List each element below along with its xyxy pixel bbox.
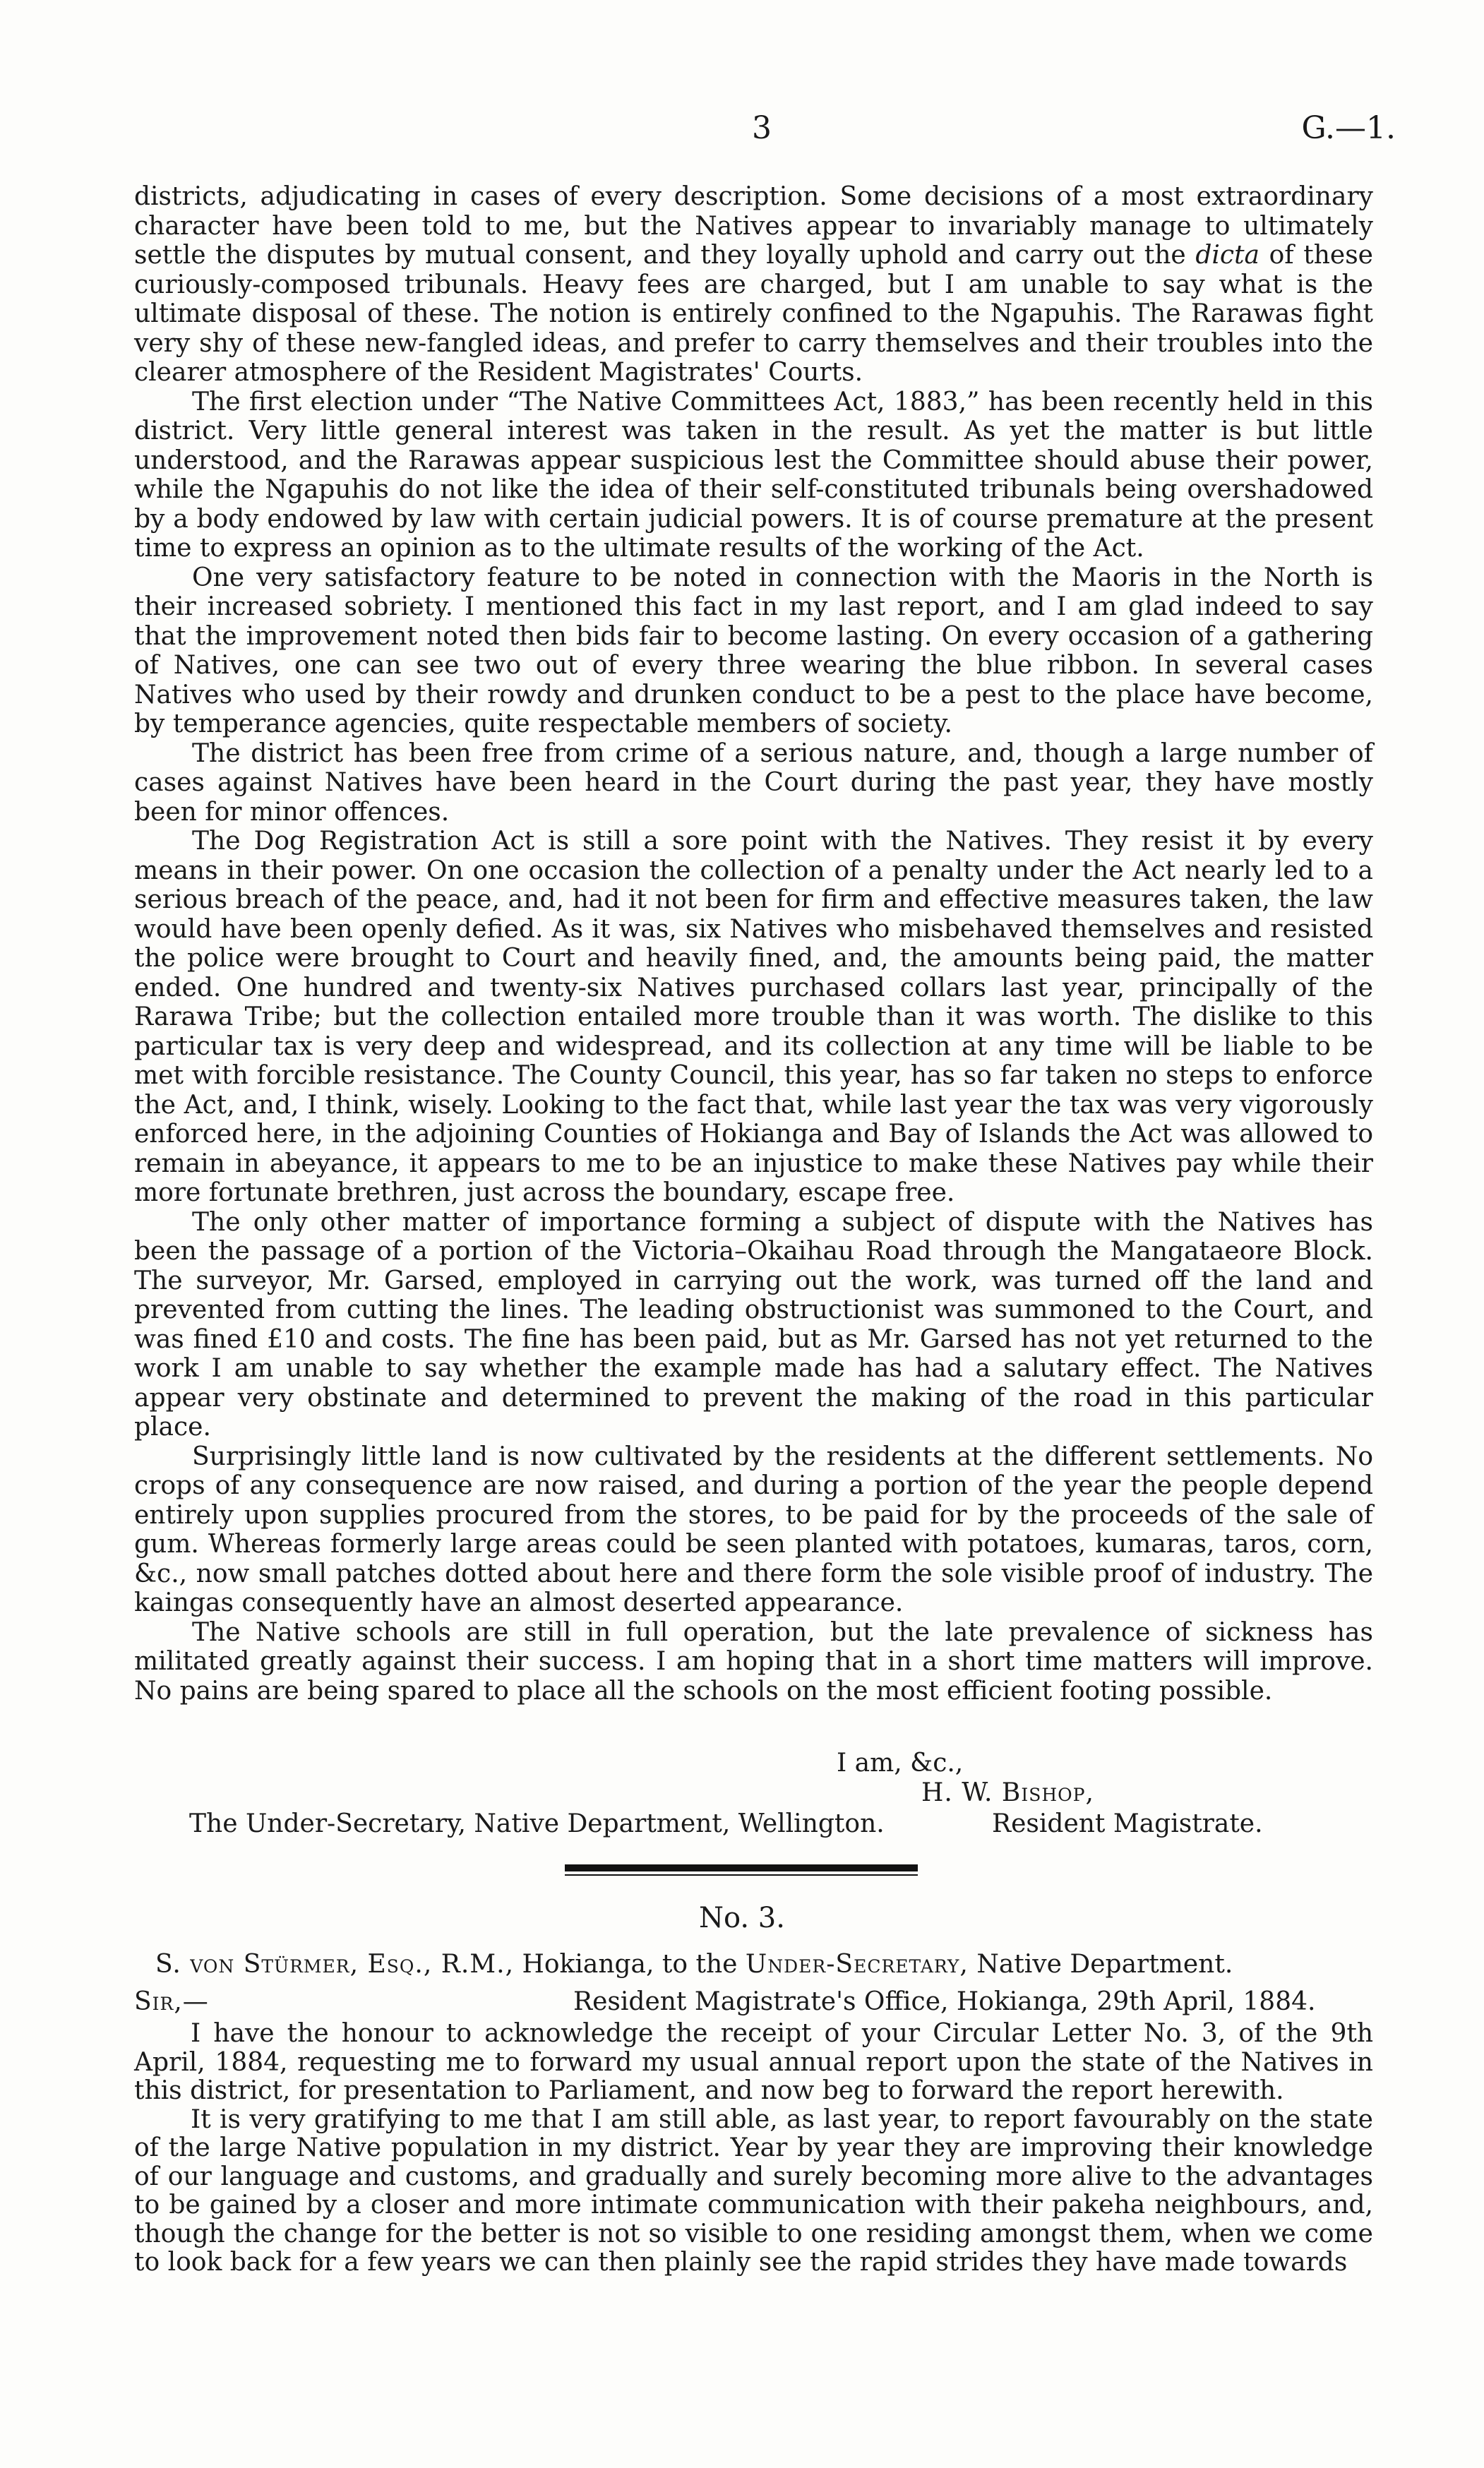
- paragraph: It is very gratifying to me that I am still able, as last year, to report favourably on the state of the large Native population in my district. Year by year they are improving their knowledge of our language and customs, and gradually and surely becoming more alive to the advantages to be gained by a closer and more intimate communication with their pakeha neighbours, and, though the change for the better is not so visible to one residing amongst them, when we come to look back for a few years we can then plainly see the rapid strides they have made towards: [134, 2104, 1373, 2277]
- paragraph: I have the honour to acknowledge the receipt of your Circular Letter No. 3, of the 9th April, 1884, requesting me to forward my usual annual report upon the state of the Natives in this district, for presentation to Parliament, and now beg to forward the report herewith.: [134, 2019, 1373, 2105]
- section-divider-thin: [565, 1874, 918, 1876]
- paragraph: The district has been free from crime of a serious nature, and, though a large number of cases against Natives have been heard in the Court during the past year, they have mostly been for minor offences.: [134, 738, 1373, 827]
- paragraph: The Dog Registration Act is still a sore point with the Natives. They resist it by every means in their power. On one occasion the collection of a penalty under the Act nearly led to a serious breach of the peace, and, had it not been for firm and effective measures taken, the law would have been openly defied. As it was, six Natives who misbehaved themselves and resisted the police were brought to Court and heavily fined, and, the amounts being paid, the matter ended. One hundred and twenty-six Natives purchased collars last year, principally of the Rarawa Tribe; but the collection entailed more trouble than it was worth. The dislike to this particular tax is very deep and widespread, and its collection at any time will be liable to be met with forcible resistance. The County Council, this year, has so far taken no steps to enforce the Act, and, I think, wisely. Looking to the fact that, while last year the tax was very vigorously enforced here, in the adjoining Counties of Hokianga and Bay of Islands the Act was allowed to remain in abeyance, it appears to me to be an injustice to make these Natives pay while their more fortunate brethren, just across the boundary, escape free.: [134, 827, 1373, 1207]
- paragraph: The Native schools are still in full operation, but the late prevalence of sickness has militated greatly against their success. I am hoping that in a short time matters will improve. No pains are being spared to place all the schools on the most efficient footing possible.: [134, 1617, 1373, 1706]
- dateline: Resident Magistrate's Office, Hokianga, 29th April, 1884.: [573, 1987, 1316, 2016]
- letter-number: No. 3.: [699, 1902, 785, 1934]
- salutation: Sir,—: [134, 1987, 209, 2016]
- letter-heading: [155, 1950, 1356, 1979]
- paragraph: districts, adjudicating in cases of every description. Some decisions of a most extraordinary character have been told to me, but the Natives appear to invariably manage to ultimately settle the disputes by mutual consent, and they loyally uphold and carry out the dicta of these curiously-composed tribunals. Heavy fees are charged, but I am unable to say what is the ultimate disposal of these. The notion is entirely confined to the Ngapuhis. The Rarawas fight very shy of these new-fangled ideas, and prefer to carry themselves and their troubles into the clearer atmosphere of the Resident Magistrates' Courts.: [134, 182, 1373, 387]
- paragraph: The first election under “The Native Committees Act, 1883,” has been recently held in this district. Very little general interest was taken in the result. As yet the matter is but little understood, and the Rarawas appear suspicious lest the Committee should abuse their power, while the Ngapuhis do not like the idea of their self-constituted tribunals being overshadowed by a body endowed by law with certain judicial powers. It is of course premature at the present time to express an opinion as to the ultimate results of the working of the Act.: [134, 387, 1373, 563]
- closing-i-am: I am, &c.,: [837, 1749, 964, 1778]
- letter-place: Hokianga, to the: [522, 1950, 738, 1979]
- paragraph: Surprisingly little land is now cultivated by the residents at the different settlements. No crops of any consequence are now raised, and during a portion of the year the people depend entirely upon supplies procured from the stores, to be paid for by the proceeds of the sale of gum. Whereas formerly large areas could be seen planted with potatoes, kumaras, taros, corn, &c., now small patches dotted about here and there form the sole visible proof of industry. The kaingas consequently have an almost deserted appearance.: [134, 1442, 1373, 1617]
- report-body: [134, 182, 1373, 1706]
- letter-to: Under-Secretary,: [745, 1950, 969, 1979]
- signatory-title: Resident Magistrate.: [992, 1809, 1263, 1838]
- document-reference: G.—1.: [1301, 110, 1396, 146]
- paragraph: One very satisfactory feature to be noted in connection with the Maoris in the North is their increased sobriety. I mentioned this fact in my last report, and I am glad indeed to say that the improvement noted then bids fair to become lasting. On every occasion of a gathering of Natives, one can see two out of every three wearing the blue ribbon. In several cases Natives who used by their rowdy and drunken conduct to be a pest to the place have become, by temperance agencies, quite respectable members of society.: [134, 563, 1373, 738]
- section-divider: [565, 1864, 918, 1871]
- paragraph: The only other matter of importance forming a subject of dispute with the Natives has been the passage of a portion of the Victoria–Okaihau Road through the Mangataeore Block. The surveyor, Mr. Garsed, employed in carrying out the work, was turned off the land and prevented from cutting the lines. The leading obstructionist was summoned to the Court, and was fined £10 and costs. The fine has been paid, but as Mr. Garsed has not yet returned to the work I am unable to say whether the example made has had a salutary effect. The Natives appear very obstinate and determined to prevent the making of the road in this particular place.: [134, 1207, 1373, 1442]
- addressee: The Under-Secretary, Native Department, Wellington.: [189, 1809, 885, 1838]
- page-number: 3: [752, 110, 772, 146]
- signatory: H. W. Bishop,: [921, 1778, 1094, 1807]
- letter-body: [134, 2020, 1373, 2277]
- letter-from: S. von Stürmer, Esq., R.M.,: [155, 1950, 515, 1979]
- letter-dept: Native Department.: [976, 1950, 1233, 1979]
